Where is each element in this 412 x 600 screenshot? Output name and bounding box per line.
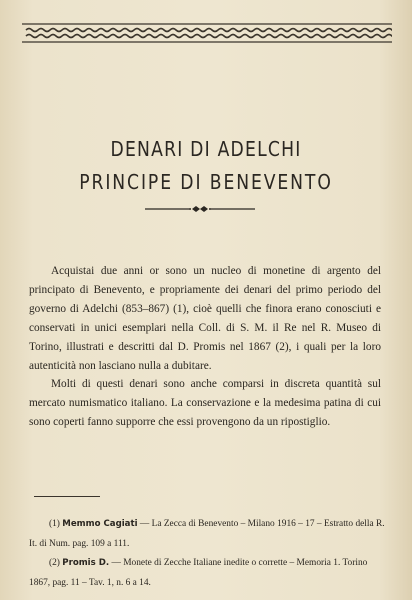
body-text <box>29 262 381 432</box>
footnote-2 <box>29 554 389 593</box>
footnote-text: — La Zecca di Benevento – Milano 1916 – 17 – Estratto della R. It. di Num. pag. 109 a 111. <box>29 519 385 549</box>
footnote-mark: (1) <box>49 519 60 529</box>
title-ornament <box>145 205 255 213</box>
title-line-2: PRINCIPE DI BENEVENTO <box>79 170 333 194</box>
footnote-1 <box>29 515 389 554</box>
footnotes <box>29 515 389 593</box>
footnote-author: Promis D. <box>62 558 110 568</box>
title-line-1: DENARI DI ADELCHI <box>110 137 302 161</box>
decorative-header-border <box>22 22 392 44</box>
footnote-separator <box>34 496 100 497</box>
footnote-text: — Monete di Zecche Italiane inedite o corrette – Memoria 1. Torino 1867, pag. 11 – Tav. 1, n. 6 a 14. <box>29 558 368 588</box>
paragraph-2: Molti di questi denari sono anche comparsi in discreta quantità sul mercato numismatico italiano. La conservazione e la medesima patina di cui sono coperti fanno supporre che essi provengono da un ripostiglio. <box>29 378 381 429</box>
paragraph-1: Acquistai due anni or sono un nucleo di monetine di argento del principato di Benevento, e propriamente dei denari del primo periodo del governo di Adelchi (853–867) (1), cioè quelli che finora erano conosciuti e conservati in unici esemplari nella Coll. di S. M. il Re nel R. Museo di Torino, illustrati e descritti dal D. Promis nel 1867 (2), i quali per la loro autenticità non lasciano nulla a dubitare. <box>29 265 381 372</box>
footnote-author: Memmo Cagiati <box>62 519 138 529</box>
footnote-mark: (2) <box>49 558 60 568</box>
